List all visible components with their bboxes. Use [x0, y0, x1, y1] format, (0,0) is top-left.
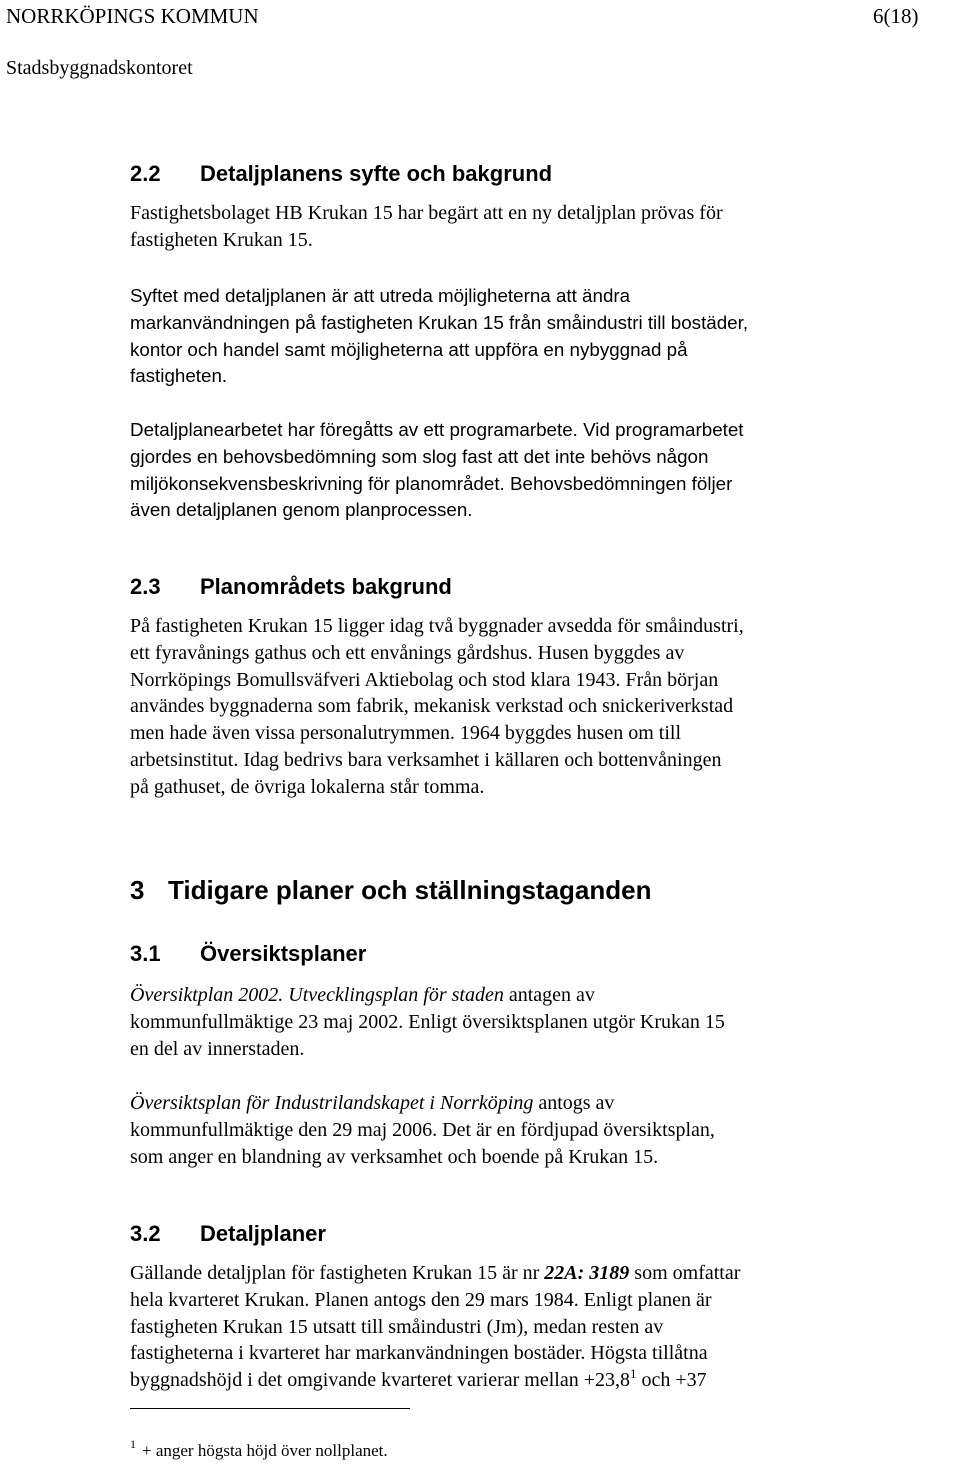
text-run: och +37 [636, 1369, 707, 1392]
text-line: även detaljplanen genom planprocessen. [130, 499, 473, 521]
heading-number: 3.2 [130, 1221, 161, 1246]
text-line: en del av innerstaden. [130, 1037, 305, 1060]
paragraph-3-1-a [130, 982, 725, 1062]
heading-3-2 [130, 1220, 326, 1248]
text-line: fastigheten Krukan 15. [130, 228, 313, 251]
heading-number: 2.3 [130, 574, 161, 599]
heading-title: Detaljplanens syfte och bakgrund [200, 161, 553, 186]
heading-title: Översiktsplaner [200, 941, 367, 966]
text-line: på gathuset, de övriga lokalerna står tomma. [130, 775, 485, 798]
heading-number: 2.2 [130, 161, 161, 186]
heading-2-2 [130, 160, 552, 188]
text-line: ett fyravånings gathus och ett envånings gårdshus. Husen byggdes av [130, 641, 685, 664]
text-line: kommunfullmäktige 23 maj 2002. Enligt översiktsplanen utgör Krukan 15 [130, 1010, 725, 1033]
header-department: Stadsbyggnadskontoret [6, 57, 193, 79]
text-run: Gällande detaljplan för fastigheten Krukan 15 är nr [130, 1262, 545, 1284]
heading-number: 3.1 [130, 941, 161, 966]
text-line: kontor och handel samt möjligheterna att uppföra en nybyggnad på [130, 338, 688, 360]
text-line: arbetsinstitut. Idag bedrivs bara verksamhet i källaren och bottenvåningen [130, 748, 722, 771]
text-line: miljökonsekvensbeskrivning för planområdet. Behovsbedömningen följer [130, 472, 733, 494]
text-line: kommunfullmäktige den 29 maj 2006. Det är en fördjupad översiktsplan, [130, 1118, 715, 1141]
text-line: gjordes en behovsbedömning som slog fast att det inte behövs någon [130, 445, 709, 467]
heading-title: Planområdets bakgrund [200, 574, 452, 599]
header-organization: NORRKÖPINGS KOMMUN [6, 4, 259, 28]
footnote-text: + anger högsta höjd över nollplanet. [142, 1441, 388, 1460]
text-line: men hade även vissa personalutrymmen. 1964 byggdes husen om till [130, 722, 682, 745]
text-line: hela kvarteret Krukan. Planen antogs den 29 mars 1984. Enligt planen är [130, 1288, 712, 1311]
text-run: antogs av [533, 1092, 615, 1114]
text-line [130, 1367, 740, 1396]
paragraph-3-1-b [130, 1090, 715, 1170]
plan-title-italic: Översiktplan 2002. Utvecklingsplan för staden [130, 984, 504, 1006]
footnote-number: 1 [130, 1437, 136, 1451]
text-line: Detaljplanearbetet har föregåtts av ett programarbete. Vid programarbetet [130, 419, 744, 440]
text-run: antagen av [503, 984, 595, 1006]
text-line: fastigheterna i kvarteret har markanvändningen bostäder. Högsta tillåtna [130, 1342, 708, 1365]
paragraph-2-2-a [130, 200, 723, 254]
header-page-number: 6(18) [873, 4, 919, 28]
text-line [130, 982, 725, 1009]
text-run: byggnadshöjd i det omgivande kvarteret varierar mellan +23,8 [130, 1369, 631, 1392]
heading-title: Detaljplaner [200, 1221, 326, 1246]
heading-number: 3 [130, 875, 145, 905]
paragraph-2-2-c [130, 417, 744, 524]
text-run: som omfattar [629, 1262, 741, 1284]
plan-title-italic: Översiktsplan för Industrilandskapet i Norrköping [130, 1092, 534, 1114]
plan-number: 22A: 3189 [544, 1262, 630, 1284]
text-line: användes byggnaderna som fabrik, mekanisk verkstad och snickeriverkstad [130, 695, 734, 718]
paragraph-2-2-b [130, 283, 748, 390]
footnote-reference[interactable]: 1 [630, 1366, 637, 1382]
text-line [130, 1260, 740, 1287]
heading-3-1 [130, 940, 366, 968]
footnote-separator [130, 1408, 410, 1409]
footnote [130, 1437, 388, 1463]
text-line: som anger en blandning av verksamhet och boende på Krukan 15. [130, 1145, 659, 1168]
text-line: markanvändningen på fastigheten Krukan 15 från småindustri till bostäder, [130, 311, 749, 333]
text-line: Fastighetsbolaget HB Krukan 15 har begärt att en ny detaljplan prövas för [130, 202, 723, 224]
text-line: fastigheten. [130, 365, 228, 387]
text-line [130, 1090, 715, 1117]
paragraph-3-2 [130, 1260, 740, 1396]
heading-title: Tidigare planer och ställningstaganden [168, 875, 652, 905]
paragraph-2-3 [130, 613, 744, 801]
heading-3 [130, 874, 652, 906]
text-line: På fastigheten Krukan 15 ligger idag två byggnader avsedda för småindustri, [130, 615, 744, 637]
text-line: Norrköpings Bomullsväfveri Aktiebolag och stod klara 1943. Från början [130, 668, 719, 691]
text-line: fastigheten Krukan 15 utsatt till småindustri (Jm), medan resten av [130, 1315, 664, 1338]
heading-2-3 [130, 573, 452, 601]
text-line: Syftet med detaljplanen är att utreda möjligheterna att ändra [130, 285, 631, 306]
